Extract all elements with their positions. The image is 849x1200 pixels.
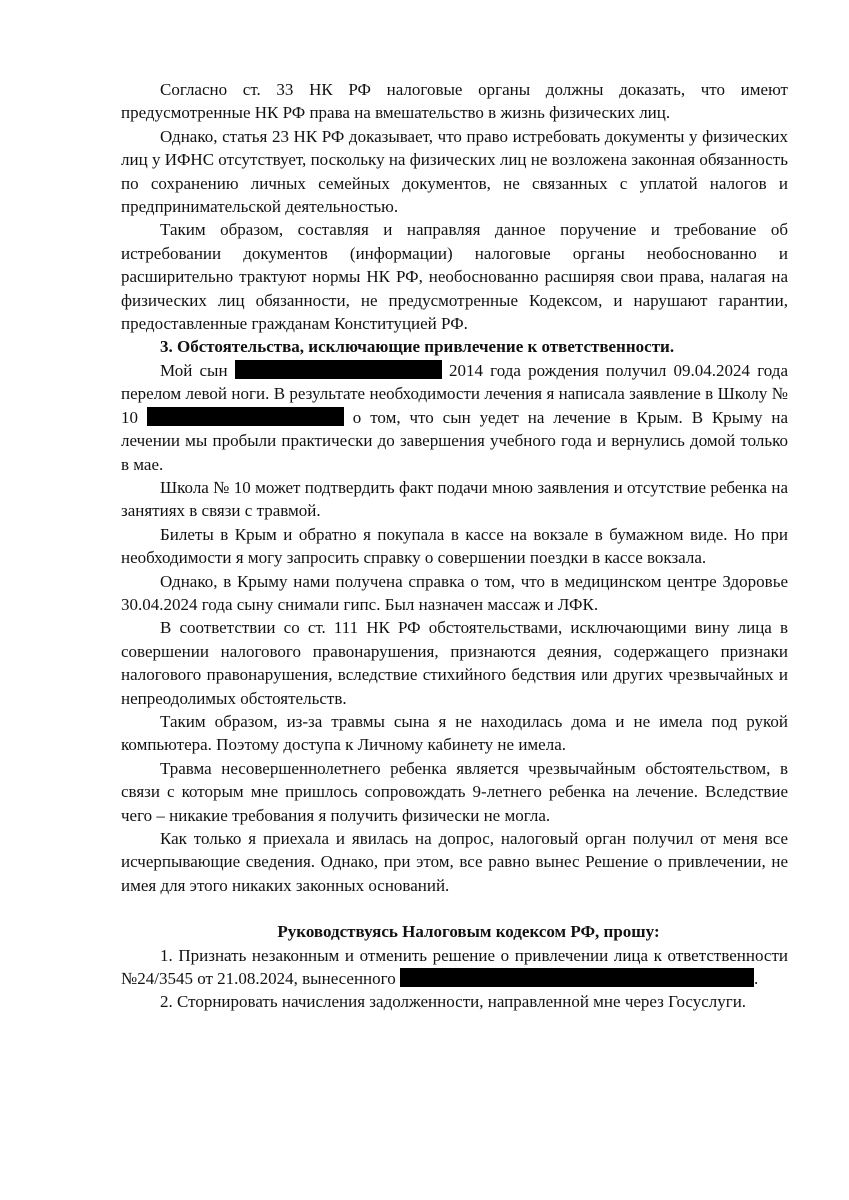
redaction-bar — [235, 360, 442, 379]
paragraph-article-111: В соответствии со ст. 111 НК РФ обстоятельствами, исключающими вину лица в совершении налогового правонарушения, признаются деяния, содержащего признаки налогового правонарушения, вследствие стихийного бедствия или других чрезвычайных и непреодолимых обстоятельств. — [121, 618, 788, 708]
paragraph-medical-certificate: Однако, в Крыму нами получена справка о том, что в медицинском центре Здоровье 30.04.2024 года сыну снимали гипс. Был назначен массаж и ЛФК. — [121, 571, 788, 614]
paragraph-article-33: Согласно ст. 33 НК РФ налоговые органы должны доказать, что имеют предусмотренные НК РФ права на вмешательство в жизнь физических лиц. — [121, 80, 788, 123]
paragraph-conclusion: Таким образом, составляя и направляя данное поручение и требование об истребовании документов (информации) налоговые органы необоснованно и расширительно трактуют нормы НК РФ, необоснованно расширяя свои права, налагая на физических лиц обязанности, не предусмотренные Кодексом, и нарушают гарантии, предоставленные гражданам Конституцией РФ. — [121, 220, 788, 334]
paragraph-article-23: Однако, статья 23 НК РФ доказывает, что право истребовать документы у физических лиц у ИФНС отсутствует, поскольку на физических лиц не возложена законная обязанность по сохранению личных семейных документов, не связанных с уплатой налогов и предпринимательской деятельностью. — [121, 126, 788, 217]
document-body — [121, 78, 788, 1014]
paragraph-interrogation: Как только я приехала и явилась на допрос, налоговый орган получил от меня все исчерпывающие сведения. Однако, при этом, все равно вынес Решение о привлечении, не имея для этого никаких законных оснований. — [121, 829, 788, 895]
request-item-1 — [121, 944, 788, 991]
paragraph-no-access: Таким образом, из-за травмы сына я не находилась дома и не имела под рукой компьютера. Поэтому доступа к Личному кабинету не имела. — [121, 711, 788, 755]
spacer — [121, 897, 788, 920]
paragraph-emergency: Травма несовершеннолетнего ребенка является чрезвычайным обстоятельством, в связи с которым мне пришлось сопровождать 9-летнего ребенка на лечение. Вследствие чего – никакие требования я получить физически не могла. — [121, 758, 788, 825]
request-heading: Руководствуясь Налоговым кодексом РФ, прошу: — [277, 922, 660, 942]
text-fragment: . — [753, 969, 759, 989]
redaction-bar — [400, 968, 754, 987]
redaction-bar — [147, 407, 344, 426]
section-3-heading: 3. Обстоятельства, исключающие привлечение к ответственности. — [160, 337, 675, 357]
paragraph-tickets: Билеты в Крым и обратно я покупала в кассе на вокзале в бумажном виде. Но при необходимости я могу запросить справку о совершении поездки в кассе вокзала. — [121, 524, 788, 568]
text-fragment: о том, что сын уедет на лечение в Крым. В Крыму на лечении мы пробыли практически до завершения учебного года и вернулись домой только в мае. — [121, 407, 789, 474]
paragraph-school: Школа № 10 может подтвердить факт подачи мною заявления и отсутствие ребенка на занятиях в связи с травмой. — [121, 477, 788, 521]
request-item-2: 2. Сторнировать начисления задолженности, направленной мне через Госуслуги. — [160, 992, 747, 1012]
text-fragment: Мой сын — [160, 360, 235, 380]
text-fragment: 2014 года рождения получил 09.04.2024 года перелом левой ноги. В результате необходимости лечения я написала заявление в Школу № 10 — [121, 360, 789, 427]
paragraph-son-injury — [121, 359, 788, 476]
text-fragment: 1. Признать незаконным и отменить решение о привлечении лица к ответственности №24/3545 от 21.08.2024, вынесенного — [121, 945, 788, 989]
